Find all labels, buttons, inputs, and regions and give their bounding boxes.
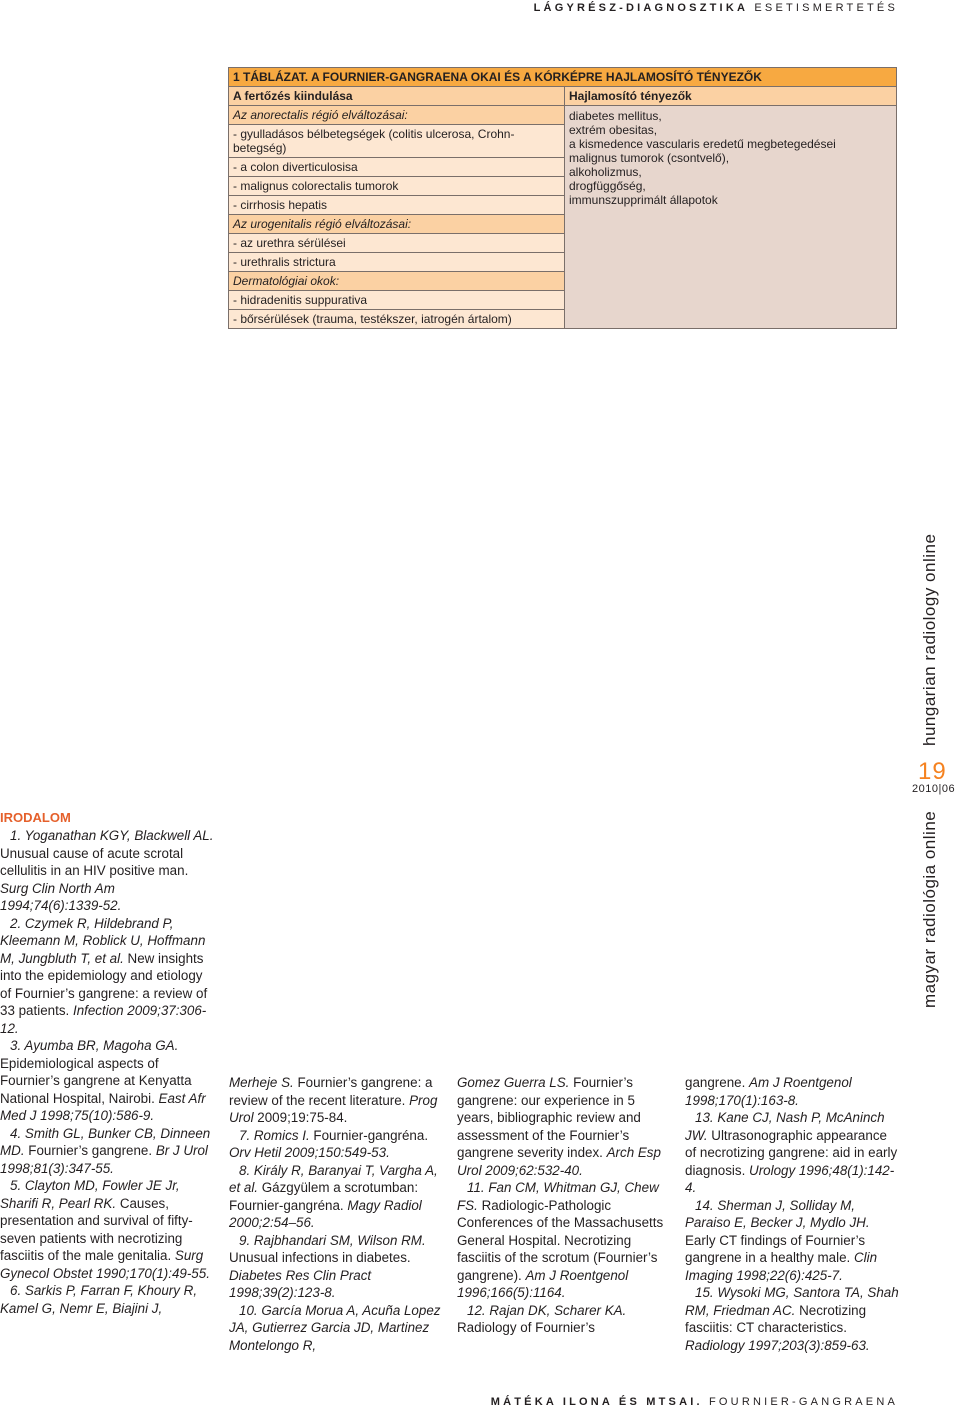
reference-part: Gázgyülem a scrotumban: Fournier-gangréna. — [229, 1180, 419, 1213]
footer-title: FOURNIER-GANGRAENA — [709, 1396, 898, 1408]
journal-name-hu: magyar radiológia online — [920, 810, 939, 1008]
reference-part: Fournier’s gangrene: our experience in 5 years, bibliographic review and assessment of the Fournier’s gangrene severity index. — [457, 1075, 641, 1160]
table-cell: Dermatológiai okok: — [229, 272, 565, 291]
reference-item — [0, 1037, 215, 1125]
table-cell: - az urethra sérülései — [229, 234, 565, 253]
table-cell: Az urogenitalis régió elváltozásai: — [229, 215, 565, 234]
reference-part: 13. Kane CJ, Nash P, McAninch JW. — [685, 1110, 885, 1143]
references-heading: IRODALOM — [0, 810, 71, 825]
running-footer — [491, 1396, 898, 1408]
factor-item: diabetes mellitus, — [569, 109, 662, 123]
reference-item — [457, 1302, 672, 1337]
table-cell: - a colon diverticulosisa — [229, 158, 565, 177]
reference-item — [0, 1125, 215, 1178]
reference-item — [0, 1177, 215, 1282]
references-column-1 — [0, 827, 215, 1317]
reference-item — [229, 1162, 444, 1232]
table-title-row — [229, 68, 897, 87]
reference-part: East Afr Med J 1998;75(10):586-9. — [0, 1090, 206, 1123]
reference-item — [0, 827, 215, 915]
page-number: 19 — [918, 758, 947, 785]
factor-item: immunszupprimált állapotok — [569, 193, 718, 207]
footer-authors: MÁTÉKA ILONA ÉS MTSAI. — [490, 1396, 703, 1408]
factors-cell — [565, 106, 897, 329]
factor-item: alkoholizmus, — [569, 165, 642, 179]
reference-part: Early CT findings of Fournier’s gangrene in a healthy male. — [685, 1232, 866, 1265]
reference-part: gangrene. — [685, 1075, 750, 1090]
reference-item — [457, 1074, 672, 1179]
reference-part: Orv Hetil 2009;150:549-53. — [229, 1145, 390, 1160]
table-cell: - hidradenitis suppurativa — [229, 291, 565, 310]
table-cell: - cirrhosis hepatis — [229, 196, 565, 215]
reference-part: Radiologic-Pathologic Conferences of the Massachusetts General Hospital. Necrotizing fasciitis of the scrotum (Fournier’s gangrene). — [457, 1197, 664, 1283]
table-cell: Az anorectalis régió elváltozásai: — [229, 106, 565, 125]
reference-part: 14. Sherman J, Solliday M, Paraiso E, Becker J, Mydlo JH. — [685, 1197, 870, 1230]
reference-part: Urology 1996;48(1):142-4. — [685, 1162, 895, 1195]
reference-part: 8. Király R, Baranyai T, Vargha A, et al. — [229, 1162, 438, 1195]
issue-label: 2010|06 — [912, 783, 956, 795]
reference-part: Br J Urol 1998;81(3):347-55. — [0, 1143, 208, 1176]
table-row — [229, 106, 897, 125]
reference-part: Ultrasonographic appearance of necrotizing gangrene: aid in early diagnosis. — [685, 1127, 898, 1178]
reference-item — [229, 1302, 444, 1355]
reference-part: 9. Rajbhandari SM, Wilson RM. — [239, 1232, 426, 1248]
table-cell: - bőrsérülések (trauma, testékszer, iatrogén ártalom) — [229, 310, 565, 329]
reference-part: New insights into the epidemiology and etiology of Fournier’s gangrene: a review of 33 patients. — [0, 950, 208, 1018]
journal-name-en: hungarian radiology online — [920, 533, 939, 746]
table-title: 1 TÁBLÁZAT. A FOURNIER-GANGRAENA OKAI ÉS A KÓRKÉPRE HAJLAMOSÍTÓ TÉNYEZŐK — [229, 68, 897, 87]
reference-item — [0, 1282, 215, 1317]
reference-part: 11. Fan CM, Whitman GJ, Chew FS. — [457, 1180, 659, 1213]
reference-part: Necrotizing fasciitis: CT characteristics. — [685, 1302, 867, 1335]
table-cell: - malignus colorectalis tumorok — [229, 177, 565, 196]
references-column-2 — [229, 1074, 444, 1354]
reference-part: Causes, presentation and survival of fifty-seven patients with necrotizing fasciitis of the male genitalia. — [0, 1195, 193, 1263]
reference-part: Fournier-gangréna. — [309, 1127, 429, 1143]
reference-part: 4. Smith GL, Bunker CB, Dinneen MD. — [0, 1125, 211, 1158]
reference-part: Fournier’s gangrene: a review of the recent literature. — [229, 1075, 433, 1108]
running-header — [534, 2, 898, 14]
reference-part: Clin Imaging 1998;22(6):425-7. — [685, 1250, 878, 1283]
reference-part: Merheje S. — [229, 1075, 294, 1090]
reference-part: Diabetes Res Clin Pract 1998;39(2):123-8. — [229, 1267, 372, 1300]
table-1 — [228, 67, 897, 329]
table-header-row — [229, 87, 897, 106]
reference-item — [229, 1232, 444, 1302]
reference-part: 7. Romics I. — [239, 1127, 310, 1143]
reference-part: Am J Roentgenol 1998;170(1):163-8. — [685, 1075, 852, 1108]
reference-item — [685, 1109, 900, 1197]
reference-item — [685, 1074, 900, 1109]
reference-part: Radiology 1997;203(3):859-63. — [685, 1337, 870, 1353]
reference-part: Prog Urol — [229, 1092, 438, 1125]
reference-item — [685, 1284, 900, 1354]
table-cell: - urethralis strictura — [229, 253, 565, 272]
reference-part: 15. Wysoki MG, Santora TA, Shah RM, Friedman AC. — [685, 1285, 899, 1318]
reference-part: Epidemiological aspects of Fournier’s gangrene at Kenyatta National Hospital, Nairobi. — [0, 1055, 192, 1106]
references-column-4 — [685, 1074, 900, 1354]
col-a-header: A fertőzés kiindulása — [229, 87, 565, 106]
reference-part: Am J Roentgenol 1996;166(5):1164. — [457, 1267, 629, 1300]
reference-part: Gomez Guerra LS. — [457, 1075, 570, 1090]
reference-item — [0, 915, 215, 1038]
reference-part: 2. Czymek R, Hildebrand P, Kleemann M, Roblick U, Hoffmann M, Jungbluth T, et al. — [0, 915, 206, 966]
reference-part: Unusual cause of acute scrotal cellulitis in an HIV positive man. — [0, 845, 189, 878]
reference-item — [685, 1197, 900, 1285]
col-b-header: Hajlamosító tényezők — [565, 87, 897, 106]
header-section: LÁGYRÉSZ-DIAGNOSZTIKA — [533, 2, 749, 14]
reference-part: Surg Gynecol Obstet 1990;170(1):49-55. — [0, 1248, 210, 1281]
table-cell: - gyulladásos bélbetegségek (colitis ulcerosa, Crohn-betegség) — [229, 125, 565, 158]
reference-part: Infection 2009;37:306-12. — [0, 1003, 207, 1036]
reference-item — [457, 1179, 672, 1302]
reference-part: Unusual infections in diabetes. — [229, 1250, 411, 1265]
reference-part: 10. García Morua A, Acuña Lopez JA, Gutierrez Garcia JD, Martinez Montelongo R, — [229, 1302, 441, 1353]
reference-part: Arch Esp Urol 2009;62:532-40. — [457, 1145, 661, 1178]
references-column-3 — [457, 1074, 672, 1337]
factor-item: drogfüggőség, — [569, 179, 646, 193]
reference-part: Fournier’s gangrene. — [24, 1143, 156, 1158]
header-category: ESETISMERTETÉS — [754, 2, 898, 14]
reference-part: 12. Rajan DK, Scharer KA. — [467, 1302, 627, 1318]
reference-part: 3. Ayumba BR, Magoha GA. — [10, 1038, 179, 1053]
reference-part: Surg Clin North Am 1994;74(6):1339-52. — [0, 880, 122, 913]
factor-item: malignus tumorok (csontvelő), — [569, 151, 730, 165]
factor-item: extrém obesitas, — [569, 123, 658, 137]
reference-part: Magy Radiol 2000;2:54–56. — [229, 1197, 422, 1230]
factor-item: a kismedence vascularis eredetű megbetegedései — [569, 137, 836, 151]
reference-part: Radiology of Fournier’s — [457, 1320, 595, 1335]
reference-part: 2009;19:75-84. — [253, 1110, 348, 1125]
reference-item — [229, 1127, 444, 1162]
reference-part: 1. Yoganathan KGY, Blackwell AL. — [10, 828, 214, 843]
reference-item — [229, 1074, 444, 1127]
reference-part: 5. Clayton MD, Fowler JE Jr, Sharifi R, Pearl RK. — [0, 1178, 180, 1211]
reference-part: 6. Sarkis P, Farran F, Khoury R, Kamel G, Nemr E, Biajini J, — [0, 1283, 198, 1316]
